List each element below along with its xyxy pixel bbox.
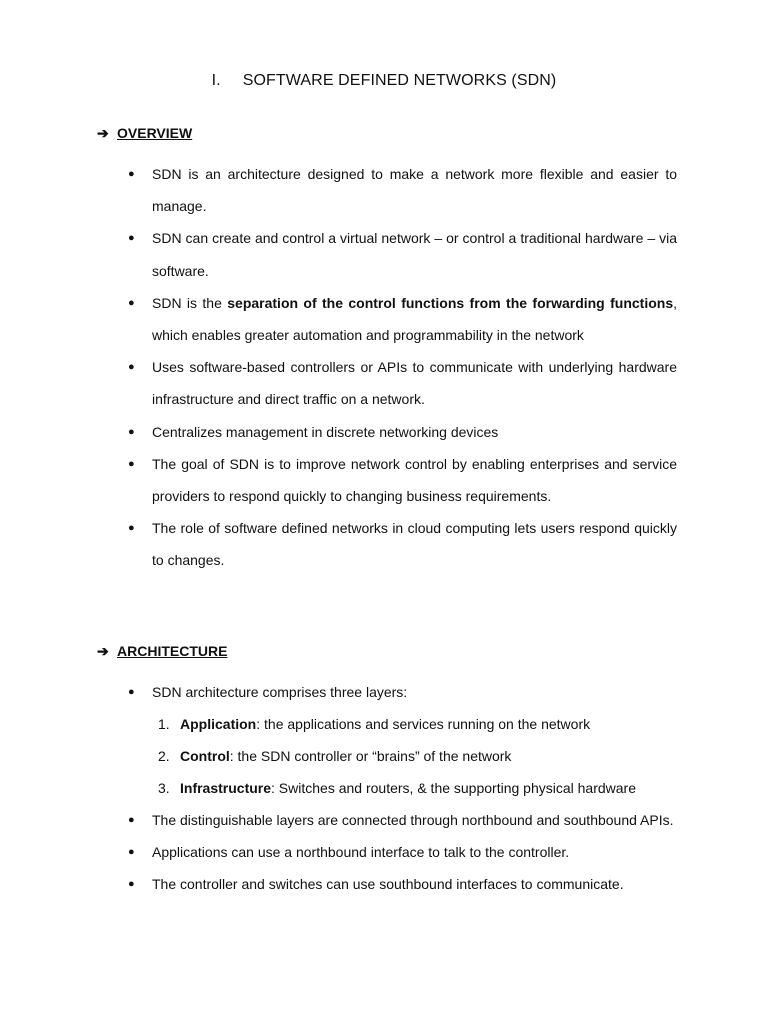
- list-item: [0, 836, 768, 868]
- list-item: [0, 287, 768, 351]
- bullet-text: The controller and switches can use southbound interfaces to communicate.: [152, 876, 624, 893]
- bullet-text: SDN is an architecture designed to make a network more flexible and easier to manage.: [152, 166, 677, 215]
- list-item: [0, 222, 768, 286]
- layers-numbered-list: [0, 708, 768, 805]
- list-item: [0, 512, 768, 576]
- list-number: 3.: [158, 780, 170, 797]
- bullet-icon: ●: [128, 522, 135, 535]
- layer-item-control: [0, 740, 768, 772]
- layer-name: Infrastructure: [180, 780, 272, 797]
- bullet-icon: ●: [128, 686, 135, 698]
- overview-bullet-list: [0, 158, 768, 577]
- bullet-text: Centralizes management in discrete networking devices: [152, 423, 499, 440]
- layer-item-infrastructure: [0, 772, 768, 804]
- bullet-text: SDN architecture comprises three layers:: [152, 684, 408, 700]
- list-number: 1.: [158, 716, 170, 732]
- bullet-text: The role of software defined networks in cloud computing lets users respond quickly to changes.: [152, 520, 677, 569]
- list-item: [0, 676, 768, 708]
- layer-item-application: [0, 708, 768, 740]
- list-item: [0, 158, 768, 222]
- bullet-text: Applications can use a northbound interface to talk to the controller.: [152, 844, 570, 861]
- bullet-text: The distinguishable layers are connected through northbound and southbound APIs.: [152, 812, 674, 828]
- layer-desc: : Switches and routers, & the supporting physical hardware: [271, 780, 637, 797]
- layer-name: Control: [180, 748, 230, 765]
- page-title: [0, 70, 768, 92]
- bullet-text: SDN is the: [152, 294, 228, 311]
- title-text: SOFTWARE DEFINED NETWORKS (SDN): [242, 72, 557, 89]
- section-heading-overview: [97, 123, 192, 143]
- list-item: [0, 351, 768, 415]
- architecture-more-bullets: [0, 804, 768, 901]
- title-number: I.: [211, 72, 221, 89]
- bullet-icon: ●: [128, 296, 135, 309]
- bullet-icon: ●: [128, 232, 135, 245]
- list-number: 2.: [158, 748, 170, 765]
- section-heading-architecture: [97, 641, 227, 661]
- bullet-text: The goal of SDN is to improve network control by enabling enterprises and service providers to respond quickly to changing business requirements.: [152, 455, 677, 505]
- list-item: [0, 448, 768, 512]
- bullet-icon: ●: [128, 846, 135, 859]
- bullet-icon: ●: [128, 457, 135, 470]
- bullet-icon: ●: [128, 425, 135, 438]
- bullet-icon: ●: [128, 814, 135, 826]
- architecture-bullet-list: [0, 676, 768, 708]
- bullet-icon: ●: [128, 878, 135, 891]
- bullet-text: SDN can create and control a virtual network – or control a traditional hardware – via software.: [152, 230, 677, 279]
- list-item: [0, 416, 768, 448]
- arrow-icon: ➔: [97, 125, 109, 141]
- layer-desc: : the applications and services running on the network: [256, 716, 591, 732]
- bullet-text: Uses software-based controllers or APIs to communicate with underlying hardware infrastructure and direct traffic on a network.: [152, 359, 677, 408]
- layer-name: Application: [180, 716, 257, 732]
- bullet-icon: ●: [128, 168, 135, 180]
- bullet-icon: ●: [128, 361, 135, 374]
- list-item: [0, 868, 768, 900]
- bullet-text: , which enables greater automation and programmability in the network: [152, 294, 677, 344]
- section-heading-label: OVERVIEW: [117, 125, 193, 141]
- layer-desc: : the SDN controller or “brains” of the network: [229, 748, 512, 765]
- bullet-bold-text: separation of the control functions from the forwarding functions: [227, 294, 674, 311]
- arrow-icon: ➔: [97, 643, 109, 659]
- list-item: [0, 804, 768, 836]
- section-heading-label: ARCHITECTURE: [117, 643, 228, 659]
